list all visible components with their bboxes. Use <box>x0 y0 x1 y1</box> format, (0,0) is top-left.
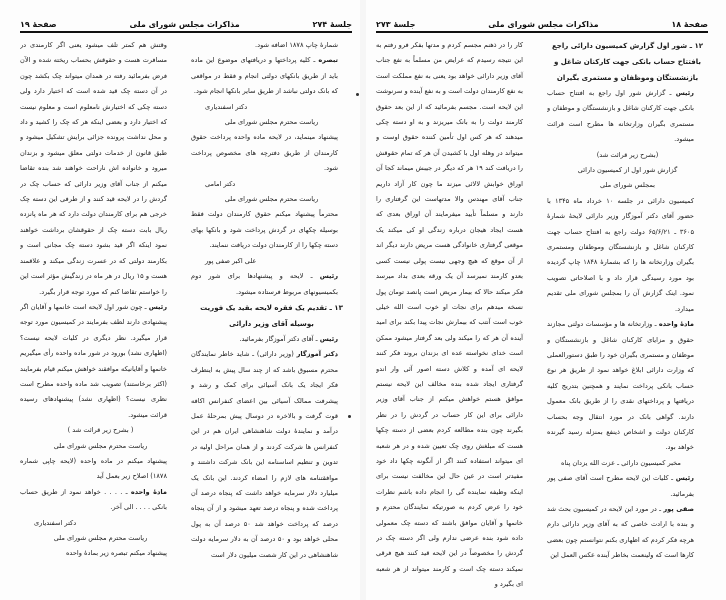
paragraph <box>376 38 537 592</box>
paragraph-text: پیشنهاد میکنم تبصره زیر بمادهٔ واحده <box>65 549 167 558</box>
page-number: صفحهٔ ۱۸ <box>671 20 708 29</box>
session-number: جلسهٔ ۲۷۴ <box>312 20 352 29</box>
page-number: صفحهٔ ۱۹ <box>20 20 57 29</box>
speaker-name: رئیس <box>319 334 338 343</box>
paragraph <box>547 471 708 502</box>
paragraph <box>191 269 352 300</box>
centered-line <box>20 531 181 546</box>
paragraph <box>191 347 352 563</box>
scan-speck <box>348 415 351 418</box>
paragraph <box>20 454 181 485</box>
paragraph-text: شمارهٔ چاپ ۱۸۷۸ اضافه شود. <box>255 41 338 49</box>
paragraph-text: گزارش شور اول از کمیسیون دارائی <box>577 166 678 175</box>
centered-line <box>547 163 708 178</box>
signature <box>547 456 708 471</box>
centered-line <box>547 148 708 163</box>
signature <box>191 177 352 192</box>
paragraph-text: پیشنهاد میکنم در ماده واحده (لایحه چاپی شماره ۱۸۷۸) اصلاح زیر بعمل آید <box>20 456 167 481</box>
centered-line <box>20 423 181 438</box>
lead-term: مادهٔ واحده <box>658 320 694 329</box>
speaker-name: دکتر آموزگار <box>296 350 339 359</box>
signature <box>191 100 352 115</box>
paragraph-text: ـ چون شور اول لایحه است خانمها و آقایان اگر پیشنهادی دارند لطف بفرمایند در کمیسیون مورد توجه قرار میگیرد. نظر دیگری در کلیات لایحه نیست؟ (اظهاری نشد) بورود در شور ماده واحده رأی میگیریم خانمها و آقایانیکه موافقند خواهش میکنم قیام بفرمایند (اکثر برخاستند) تصویب شد ماده واحده مطرح است نظری نیست؟ (اظهاری نشد) پیشنهادهای رسیده قرائت میشود. <box>20 302 167 419</box>
paragraph <box>547 86 708 148</box>
text-column-left <box>20 38 181 592</box>
paragraph-text: (بشرح زیر قرائت شد) <box>596 150 659 159</box>
paragraph-text: ریاست محترم مجلس شورای ملی <box>53 534 148 542</box>
paragraph-text: (وزیر دارائی) ـ شاید خاطر نمایندگان محترم مسبوق باشد که از چند سال پیش به اینطرف فکر ایجاد یک بانک آسیائی برای کمک و رشد و پیشرفت ممالک آسیائی بین اعضای کنفرانس اکافه قوت گرفت و بالاخره در دوسال پیش بمرحلهٔ عمل درآمد و نمایندهٔ دولت شاهنشاهی ایران هم در این کنفرانس ها شرکت کردند و از همان مراحل اولیه در تدوین و تنظیم اساسنامه این بانک شرکت داشتند و موافقتنامه های لازم را امضاء کردند. این بانک یک میلیارد دلار سرمایه خواهد داشت که پنجاه درصد آن پرداخت شده و پنجاه درصد تعهد میشود و از آن پنجاه درصد که پرداخت خواهد شد ۵۰ درصد آن به پول محلی خواهد بود و ۵۰ درصد آن به دلار سرمایه دولت شاهنشاهی در این کار شصت میلیون دلار است <box>191 350 338 559</box>
paragraph <box>191 207 352 253</box>
paragraph <box>547 317 708 456</box>
paragraph-text: ـ لایحه و پیشنهادها برای شور دوم بکمیسیونهای مربوط فرستاده میشود. <box>191 272 338 296</box>
paragraph-text: ریاست محترم مجلس شورای ملی <box>53 441 148 450</box>
paragraph-text: بمجلس شورای ملی <box>599 181 655 190</box>
page-header <box>376 17 708 33</box>
paragraph-text: ـ گزارش شور اول راجع به افتتاح حساب بانکی جهت کارکنان شاغل و بازنشستگان و موظفان و مستمری بگیران وزارتخانه ها مطرح است قرائت میشود. <box>547 89 694 144</box>
paragraph-text: مخبر کمیسیون دارائی ـ عزت الله یزدان پناه <box>561 458 681 467</box>
left-page <box>0 0 360 600</box>
paragraph-text: ـ . . . . خواهد نمود از طریق حساب بانکی . . . . الی آخر. <box>20 487 167 512</box>
paragraph-text: علی اکبر صفی پور <box>205 256 257 265</box>
paragraph-text: ریاست محترم مجلس شورای ملی <box>224 118 319 127</box>
column-container <box>376 38 708 592</box>
centered-line <box>20 439 181 454</box>
paragraph <box>20 38 181 300</box>
paragraph <box>191 130 352 176</box>
text-column-right <box>191 38 352 592</box>
paragraph-text: ( بشرح زیر قرائت شد ) <box>67 426 134 435</box>
section-heading <box>191 300 352 332</box>
lead-term: مادهٔ واحده <box>130 487 167 496</box>
speaker-name: رئیس <box>148 302 167 311</box>
paragraph-text: ـ آقای دکتر آموزگار بفرمائید. <box>239 334 318 343</box>
paragraph-text: محترماً پیشنهاد میکنم حقوق کارمندان دولت فقط بوسیله چکهای در گردش پرداخت شود و بانکها بهای دسته چکها را از کارمندان دولت دریافت ننمایند. <box>191 210 338 250</box>
paragraph-text: دکتر اسفندیاری <box>205 102 248 111</box>
speaker-name: رئیس <box>319 272 338 281</box>
paragraph-text: ۱۳ ـ تقدیم یک فقره لایحه بقید یک فوریت بوسیله آقای وزیر دارائی <box>200 303 343 328</box>
section-heading <box>547 38 708 86</box>
paragraph <box>191 332 352 347</box>
paragraph <box>547 502 708 564</box>
lead-term: تبصره <box>318 56 338 65</box>
text-column-right <box>547 38 708 592</box>
centered-line <box>191 192 352 207</box>
session-number: جلسهٔ ۲۷۳ <box>376 20 416 29</box>
paragraph-text: کمیسیون دارائی در جلسه ۱۰ خرداد ماه ۱۳۴۵ با حضور آقای دکتر آموزگار وزیر دارائی لایحهٔ شمارهٔ ۳۶۰۵ ـ ۶۵/۶/۲۱ دولت راجع به افتتاح حساب جهت کارکنان شاغل و بازنشستگان وموظفان ومستمری بگیران وزارتخانه ها را که بشمارهٔ ۱۸۴۸ چاپ گردیده بود مورد رسیدگی قرار داد و با اصلاحاتی تصویب نمود. اینک گزارش آن را بمجلس شورای ملی تقدیم میدارد. <box>547 196 695 313</box>
paragraph-text: کار را در ذهنم مجسم کردم و مدتها بفکر فرو رفتم به این نتیجه رسیدم که عرایض من مسلماً به نفع جناب آقای وزیر دارائی خواهد بود یعنی به نفع مملکت است به نفع کارمندان دولت است و به نفع آینده و سرنوشت این لایحه است. مجسم بفرمائید که از این بعد حقوق کارمند دولت را به بانک میریزند و به او دسته چکی میدهند که هر کس اول تأمین کننده حقوق اوست و میتواند در وهله اول با کشیدن آن هر که تمام حقوقش را دریافت کند ۱۹ هر که دیگر در جیبش میماند کجا آن اوراق خوابش لالائی میزند ما چون کار آزاد داریم جناب آقای مهندس والا مدتهاست این گرفتاری را دارند و مسلماً تأیید میفرمایند آن اوراق بعدی که هست ایجاد هیجان درباره زندگی او کی میکند یک موقعی گرفتاری خانوادگی هست مریض دارند دیگر اند از آن موقع که هیچ وجهی نیست پولی نیست کسی بعدو کارمند نمیرسد آن یک ورقه بعدی بداد میرسد فکر میکند حالا که بیمار مریض است پانصد تومان پول نسخه میدهم برای نجات او خوب است الله خیلی خوب است آنتب که بیمارش نجات پیدا بکند برای امید آینده آن هر که را میکند ولی بعد گرفتار میشود ممکن است خدای نخواسته عده ای بزندان بروند فکر کنند لایحه ای آمده و کلاش دسته اصور آئی وار اندو گرفتاری ایجاد شده بنده مخالف این لایحه نیستم موافق هستم خواهش میکنم از جناب آقای وزیر دارائی برای این کار حساب در گردش را در نظر بگیرند چون بنده مطالعه کردم بعضی از دسته چکها هست که مبلغش روی چک تعیین شده و در هر شعبه ای میتواند استفاده کنند اگر از آنگونه چکها داد خود مفیدتر است در عین حال این مخالفت نیست برای اینکه وظیفه نماینده گی را انجام داده باشم نظرات خود را عرض کردم به صورتیکه نمایندگان محترم و خانمها و آقایان موافق باشند که دسته چک معمولی داده شود بنده عرضی ندارم ولی اگر دسته چک در گردش را مخصوصاً در این لایحه قید کنند هیچ فرقی نمیکند دسته چک است و کارمند میتواند از هر شعبه ای بگیرد و <box>376 41 523 589</box>
scan-speck <box>356 93 359 96</box>
publication-title: مذاکرات مجلس شورای ملی <box>129 20 240 29</box>
centered-line <box>547 178 708 193</box>
speaker-name: رئیس <box>675 89 694 97</box>
paragraph-text: ـ در مورد این لایحه در کمیسیون بحث شد و بنده با ارادت خاصی که به آقای وزیر دارائی دارم هرچه فکر کردم که اظهاری بکنم نتوانستم چون بعضی کارها است که ولینعمت بخاطر آینده عکس العمل این <box>547 504 694 560</box>
paragraph-text: ریاست محترم مجلس شورای ملی <box>224 195 319 204</box>
right-page <box>366 0 726 600</box>
paragraph-text: ـ کلیات این لایحه مطرح است آقای صفی پور بفرمائید. <box>547 474 694 498</box>
paragraph-text: ـ کلیه پرداختها و دریافتهای موضوع این ماده باید از طریق بانکهای دولتی انجام و فقط در مواقعی که بانک دولتی نباشد از طریق سایر بانکها انجام شود. <box>191 56 338 96</box>
paragraph <box>20 300 181 423</box>
signature <box>191 254 352 269</box>
paragraph <box>20 546 181 561</box>
paragraph-text: وقتش هم کمتر تلف میشود یعنی اگر کارمندی در مسافرت هست و حقوقش بحساب ریخته شده و الآن فرض بفرمائید رفته در همدان میتواند چک بکشد چون در آن دسته چک قید شده است که اختیار دارد ولی دسته چکی که اختیارش نامعلوم است و معلوم نیست که اختیار دارد و بعضی اینکه هر که چک را کشید و داد و محل نداشت پرونده جزائی برایش تشکیل میشود و طبق قانون از خدمات دولتی معلق میشود و بزندان میرود و خانواده اش ناراحت خواهند شد بنده تقاضا میکنم از جناب آقای وزیر دارائی که حساب چک در گردش را در لایحه قید کنند و از طرفی این دسته چک خرجی هم برای کارمندان دولت دارد که هر ماه پانزده ریال بابت دسته چک از حقوقشان برداشت خواهند نمود اینکه اگر قید بشود دسته چک مجانی است و بکارمند دولتی که در عسرت زندگی میکند و علاقمند هست و ۱۵ ریال در هر ماه در زندگیش مؤثر است این را خواستم تقاضا کنم که مورد توجه قرار بگیرد. <box>20 41 167 296</box>
page-header <box>20 17 352 33</box>
speaker-name: رئیس <box>675 474 694 483</box>
paragraph-text: دکتر اسفندیاری <box>34 518 77 527</box>
signature <box>20 516 181 531</box>
paragraph-text: دکتر امامی <box>205 179 236 188</box>
centered-line <box>191 115 352 130</box>
paragraph <box>191 38 352 53</box>
speaker-name: صفی پور <box>663 504 695 513</box>
paragraph-text: ـ وزارتخانه ها و مؤسسات دولتی مجازند حقوق و مزایای کارکنان شاغل و بازنشستگان و موظفان و مستمری بگیران خود را طبق دستورالعملی که وزارت دارائی ابلاغ خواهد نمود از طریق هر نوع حساب بانکی پرداخت نمایند و همچنین بتدریج کلیه دریافتها و پرداختهای نقدی را از طریق بانک معمول دارند. گواهی بانک در مورد انتقال وجه بحساب کارکنان دولت و اشخاص ذینفع بمنزله رسید گیرنده خواهد بود. <box>547 320 694 452</box>
paragraph-text: پیشنهاد مینماید، در لایحه ماده واحده پرداخت حقوق کارمندان از طریق دفترچه های مخصوص پرداخت شود. <box>191 133 338 173</box>
paragraph <box>20 485 181 516</box>
paragraph-text: ۱۲ ـ شور اول گزارش کمیسیون دارائی راجع بافتتاح حساب بانکی جهت کارکنان شاغل و بازنشستگان وموظفان و مستمری بگیران <box>552 42 703 82</box>
text-column-left <box>376 38 537 592</box>
paragraph <box>547 194 708 317</box>
column-container <box>20 38 352 592</box>
paragraph <box>191 53 352 99</box>
publication-title: مذاکرات مجلس شورای ملی <box>488 20 599 29</box>
